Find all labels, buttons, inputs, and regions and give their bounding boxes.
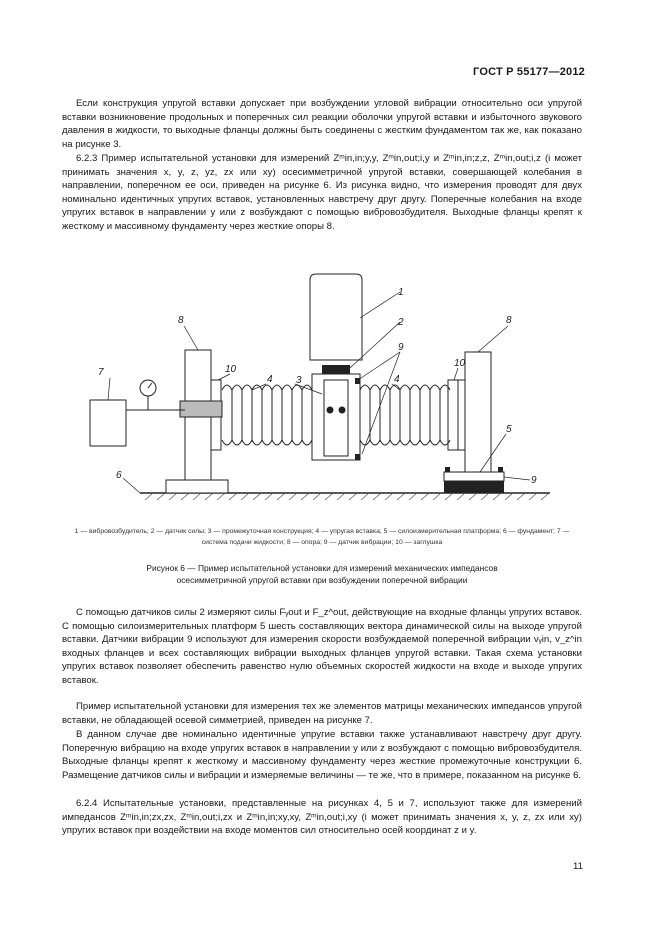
page-number: 11 — [573, 861, 583, 872]
right-end-cap — [448, 380, 458, 450]
right-flange — [458, 380, 465, 450]
label-10-right: 10 — [454, 358, 466, 369]
label-2: 2 — [398, 317, 404, 328]
vibration-sensor-center-2 — [339, 407, 346, 414]
left-elastic-insert — [222, 385, 312, 445]
test-setup-diagram — [60, 268, 600, 508]
force-platform-base — [444, 481, 504, 493]
fluid-supply-system — [90, 400, 126, 446]
left-inlet-pipe — [180, 401, 222, 417]
vibration-sensor-right-2 — [498, 467, 503, 472]
paragraph-2: 6.2.3 Пример испытательной установки для измерений Zᵐin,in;y,y, Zᵐin,out;i,y и Zᵐin,in;z,z, Zᵐin,out;i,z (i может принимать значения x, y, z, yz, zx или xy) осесимметричной упругой вставки, совершающей колебания в направлении, поперечном ее оси, приведен на рисунке 6. Из рисунка видно, что измерения проводят для двух номинально идентичных упругих вставок, установленных навстречу друг другу. Поперечные колебания на входе упругих вставок в направлении y или z возбуждают с помощью вибровозбудителя. Выходные фланцы крепят к жесткому и массивному фундаменту через жесткие опоры 8. — [62, 153, 582, 232]
document-id: ГОСТ Р 55177—2012 — [473, 66, 585, 78]
label-8-left: 8 — [178, 315, 184, 326]
paragraph-4: Пример испытательной установки для измерения тех же элементов матрицы механических импедансов упругой вставки, не обладающей осевой симметрией, приведен на рисунке 7. — [62, 701, 582, 726]
paragraph-6: 6.2.4 Испытательные установки, представленные на рисунках 4, 5 и 7, используют также для измерений импедансов Zᵐin,in;zx,zx, Zᵐin,out;i,zx и Zᵐin,in;xy,xy, Zᵐin,out;i,xy (i может принимать значения x, y, z, zx или xy) упругих вставок при воздействии на входе моментов сил относительно осей координат z и y. — [62, 798, 582, 837]
right-elastic-insert — [360, 385, 450, 445]
label-1: 1 — [398, 287, 404, 298]
left-support-base — [166, 480, 228, 493]
figure-title-line-1: Рисунок 6 — Пример испытательной установки для измерений механических импедансов — [146, 563, 498, 573]
label-6: 6 — [116, 470, 122, 481]
figure-legend: 1 — вибровозбудитель; 2 — датчик силы; 3 — промежуточная конструкция; 4 — упругая вставка; 5 — силоизмерительная платформа; 6 — фундамент; 7 — система подачи жидкости; 8 — опора; 9 — датчик вибрации; 10 — заглушка — [74, 528, 570, 546]
paragraph-3: С помощью датчиков силы 2 измеряют силы Fᵧout и F_z^out, действующие на входные фланцы упругих вставок. С помощью силоизмерительных платформ 5 шесть составляющих вектора динамической силы на выходе упругой вставки. Датчики вибрации 9 используют для измерения скорости возбуждаемой поперечной вибрации vᵧin, v_z^in входных фланцев и всех составляющих вибрации выходных фланцев упругой вставки. Такая схема установки упругих вставок позволяет обеспечить равенство нулю объемных скоростей жидкости на входе и выходе упругих вставок. — [62, 607, 582, 686]
vibration-sensor-bottom — [355, 454, 360, 460]
foundation-hatching — [145, 493, 549, 500]
label-8-right: 8 — [506, 315, 512, 326]
label-9-top: 9 — [398, 342, 404, 353]
force-platform — [444, 472, 504, 481]
figure-6 — [60, 268, 600, 508]
force-sensor — [322, 365, 350, 374]
figure-title — [62, 562, 582, 586]
intermediate-structure — [312, 374, 360, 460]
vibration-sensor-center-1 — [327, 407, 334, 414]
label-3: 3 — [296, 375, 302, 386]
right-support — [465, 352, 491, 472]
label-5: 5 — [506, 424, 512, 435]
vibration-exciter — [310, 274, 362, 360]
figure-title-line-2: осесимметричной упругой вставки при возбуждении поперечной вибрации — [176, 575, 468, 585]
paragraph-1: Если конструкция упругой вставки допускает при возбуждении угловой вибрации относительно оси упругой вставки возникновение продольных и поперечных сил реакции оболочки упругой вставки и избыточного звукового давления в жидкости, то выходные фланцы должны быть соединены с жестким фундаментом так же, как показано на рисунке 3. — [62, 98, 582, 150]
label-10-left: 10 — [225, 364, 237, 375]
label-4-right: 4 — [394, 374, 400, 385]
label-4-left: 4 — [267, 374, 273, 385]
label-9-bottom: 9 — [531, 475, 537, 486]
paragraph-5: В данном случае две номинально идентичные упругие вставки также устанавливают навстречу друг другу. Поперечную вибрацию на входе упругих вставок в направлении y или z возбуждают с помощью вибровозбудителя. Выходные фланцы крепят к жесткому и массивному фундаменту через жесткие промежуточные конструкции 6. Размещение датчиков силы и вибрации и измеряемые величины — те же, что в примере, показанном на рисунке 6. — [62, 729, 582, 781]
vibration-sensor-right-1 — [445, 467, 450, 472]
label-7: 7 — [98, 367, 104, 378]
